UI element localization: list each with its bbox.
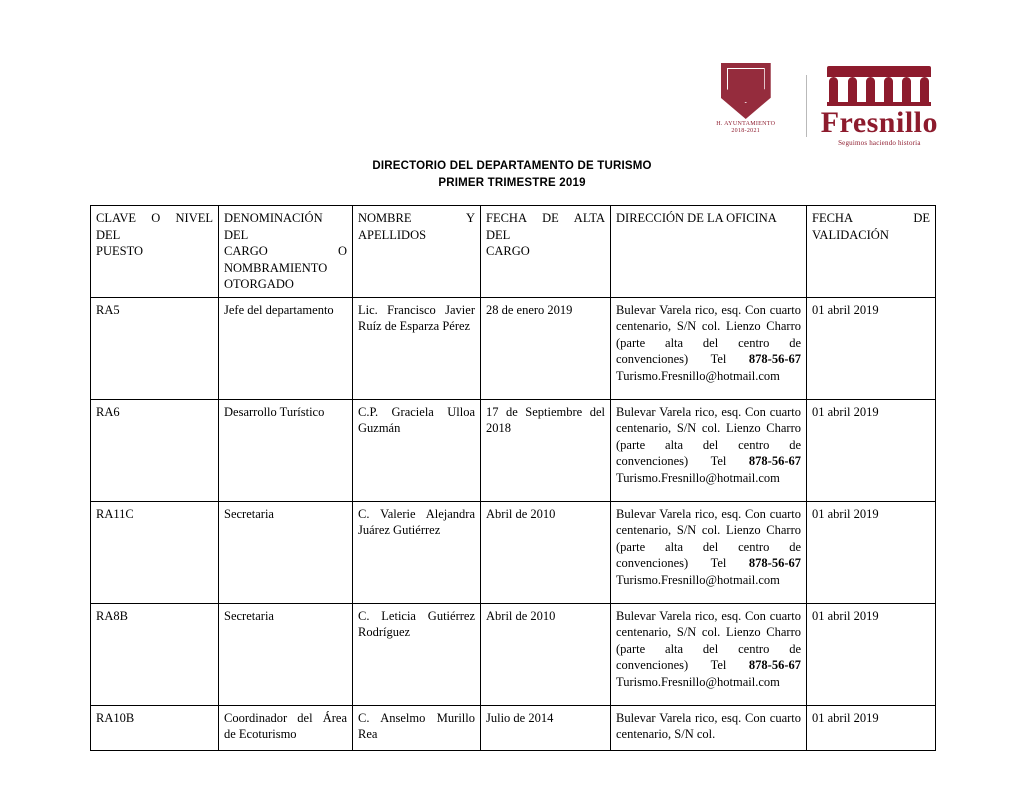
cell-line: Jefe del (224, 302, 263, 317)
cell-validacion: 01 abril 2019 (807, 297, 936, 399)
cell-direccion (611, 501, 807, 603)
cell-validacion: 01 abril 2019 (807, 399, 936, 501)
cell-line: C. Valerie Alejandra (358, 506, 475, 521)
table-row (91, 501, 936, 603)
cell-nombre (353, 603, 481, 705)
crest-line-2: 2018-2021 (731, 128, 761, 134)
address-line: cuarto centenario, S/N col. (616, 608, 802, 639)
phone-label: Tel (710, 658, 749, 672)
cell-line: Rodríguez (358, 625, 411, 639)
address-line: centro de convenciones) (616, 437, 801, 468)
header-line: NOMBRE Y (358, 211, 475, 225)
address-phone-line (711, 454, 801, 468)
cell-direccion (611, 399, 807, 501)
cell-validacion: 01 abril 2019 (807, 603, 936, 705)
phone-number: 878-56-67 (748, 352, 801, 366)
cell-line: Ruíz de Esparza (358, 319, 440, 333)
cell-line: 28 de enero 2019 (486, 302, 573, 317)
cell-line: Lic. Francisco Javier (358, 302, 475, 317)
cell-direccion (611, 297, 807, 399)
address-line: Lienzo Charro (parte alta del (616, 523, 802, 554)
crest-shield-shape (721, 63, 771, 119)
cell-nombre (353, 297, 481, 399)
cell-line: Coordinador del Área (224, 710, 347, 725)
cell-line: Rea (358, 727, 378, 741)
cell-fecha-alta (481, 603, 611, 705)
cell-cargo (219, 399, 353, 501)
arch-building-icon (827, 66, 931, 106)
logo-divider (806, 75, 807, 137)
cell-cargo (219, 501, 353, 603)
cell-line: Guzmán (358, 421, 401, 435)
cell-line: C. Leticia Gutiérrez (358, 608, 475, 623)
column-header-nombre (353, 206, 481, 298)
phone-number: 878-56-67 (748, 658, 801, 672)
cell-cargo (219, 297, 353, 399)
address-line: Lienzo Charro (parte alta del (616, 421, 802, 452)
cell-line: 17 de Septiembre (486, 404, 583, 419)
header-line: APELLIDOS (358, 227, 427, 242)
table-row (91, 603, 936, 705)
address-phone-line (711, 556, 801, 570)
cell-line: departamento (265, 302, 334, 317)
phone-label: Tel (710, 352, 749, 366)
cell-line: Julio de 2014 (486, 710, 554, 725)
cell-cargo (219, 705, 353, 750)
phone-number: 878-56-67 (748, 454, 801, 468)
address-phone-line (711, 352, 801, 366)
header-line: FECHA DE ALTA DEL (486, 211, 605, 242)
phone-label: Tel (710, 556, 749, 570)
cell-clave: RA8B (91, 603, 219, 705)
address-line: cuarto centenario, S/N col. (616, 506, 802, 537)
cell-line: C. Anselmo Murillo (358, 710, 475, 725)
header-line: CARGO (486, 244, 530, 258)
header-line: DIRECCIÓN DE LA OFICINA (616, 211, 777, 225)
address-email: Turismo.Fresnillo@hotmail.com (616, 470, 780, 485)
column-header-direccion (611, 206, 807, 298)
cell-line: Pérez (442, 319, 471, 333)
address-line: Bulevar Varela rico, esq. Con (616, 506, 766, 521)
column-header-validacion (807, 206, 936, 298)
address-line: centro de convenciones) (616, 335, 801, 366)
cell-line: Abril de 2010 (486, 608, 556, 623)
cell-direccion (611, 603, 807, 705)
cell-line: de Ecoturismo (224, 727, 297, 741)
cell-clave: RA10B (91, 705, 219, 750)
fresnillo-logo (821, 66, 938, 147)
address-line: Bulevar Varela rico, esq. Con (616, 302, 766, 317)
address-email: Turismo.Fresnillo@hotmail.com (616, 368, 780, 383)
cell-fecha-alta (481, 705, 611, 750)
address-line: Bulevar Varela rico, esq. Con (616, 608, 766, 623)
cell-cargo (219, 603, 353, 705)
table-row (91, 297, 936, 399)
cell-clave: RA6 (91, 399, 219, 501)
page-subtitle: PRIMER TRIMESTRE 2019 (438, 177, 586, 189)
brand-tagline: Seguimos haciendo historia (838, 138, 921, 147)
phone-number: 878-56-67 (748, 556, 801, 570)
table-header-row (91, 206, 936, 298)
cell-line: Abril de 2010 (486, 506, 556, 521)
crest-line-1: H. AYUNTAMIENTO (716, 121, 776, 127)
address-email: Turismo.Fresnillo@hotmail.com (616, 572, 780, 587)
column-header-clave (91, 206, 219, 298)
cell-line: del 2018 (486, 404, 605, 435)
address-email: Turismo.Fresnillo@hotmail.com (616, 674, 780, 689)
header-line: CLAVE O NIVEL DEL (96, 211, 213, 242)
table-row (91, 705, 936, 750)
address-line: Bulevar Varela rico, esq. Con (616, 710, 766, 725)
directory-table (90, 205, 936, 751)
header-line: DENOMINACIÓN DEL (224, 211, 323, 242)
cell-nombre (353, 705, 481, 750)
cell-validacion: 01 abril 2019 (807, 501, 936, 603)
column-header-fecha-alta (481, 206, 611, 298)
cell-clave: RA5 (91, 297, 219, 399)
address-line: cuarto centenario, S/N col. (616, 710, 802, 741)
column-header-cargo (219, 206, 353, 298)
cell-fecha-alta (481, 501, 611, 603)
address-line: centro de convenciones) (616, 539, 801, 570)
cell-validacion: 01 abril 2019 (807, 705, 936, 750)
cell-nombre (353, 399, 481, 501)
header-line: OTORGADO (224, 277, 294, 291)
cell-line: Secretaria (224, 506, 274, 521)
table-row (91, 399, 936, 501)
header-line: FECHA DE (812, 211, 930, 225)
directory-table-wrapper (90, 205, 935, 751)
header-logos (700, 62, 938, 150)
address-line: cuarto centenario, S/N col. (616, 404, 802, 435)
header-line: CARGO O (224, 244, 347, 258)
cell-line: Juárez Gutiérrez (358, 523, 441, 537)
header-line: VALIDACIÓN (812, 227, 889, 242)
address-line: Lienzo Charro (parte alta del (616, 319, 802, 350)
brand-wordmark: Fresnillo (820, 105, 938, 139)
cell-nombre (353, 501, 481, 603)
cell-fecha-alta (481, 399, 611, 501)
phone-label: Tel (710, 454, 749, 468)
cell-line: Secretaria (224, 608, 274, 623)
header-line: PUESTO (96, 244, 144, 258)
header-line: NOMBRAMIENTO (224, 260, 328, 275)
page-title: DIRECTORIO DEL DEPARTAMENTO DE TURISMO (372, 160, 652, 172)
cell-fecha-alta (481, 297, 611, 399)
address-line: Bulevar Varela rico, esq. Con (616, 404, 766, 419)
address-line: Lienzo Charro (parte alta del (616, 625, 802, 656)
cell-clave: RA11C (91, 501, 219, 603)
address-line: cuarto centenario, S/N col. (616, 302, 802, 333)
cell-direccion (611, 705, 807, 750)
cell-line: Desarrollo Turístico (224, 404, 325, 419)
address-phone-line (711, 658, 801, 672)
address-line: centro de convenciones) (616, 641, 801, 672)
municipal-crest-icon (700, 63, 792, 149)
cell-line: C.P. Graciela Ulloa (358, 404, 475, 419)
